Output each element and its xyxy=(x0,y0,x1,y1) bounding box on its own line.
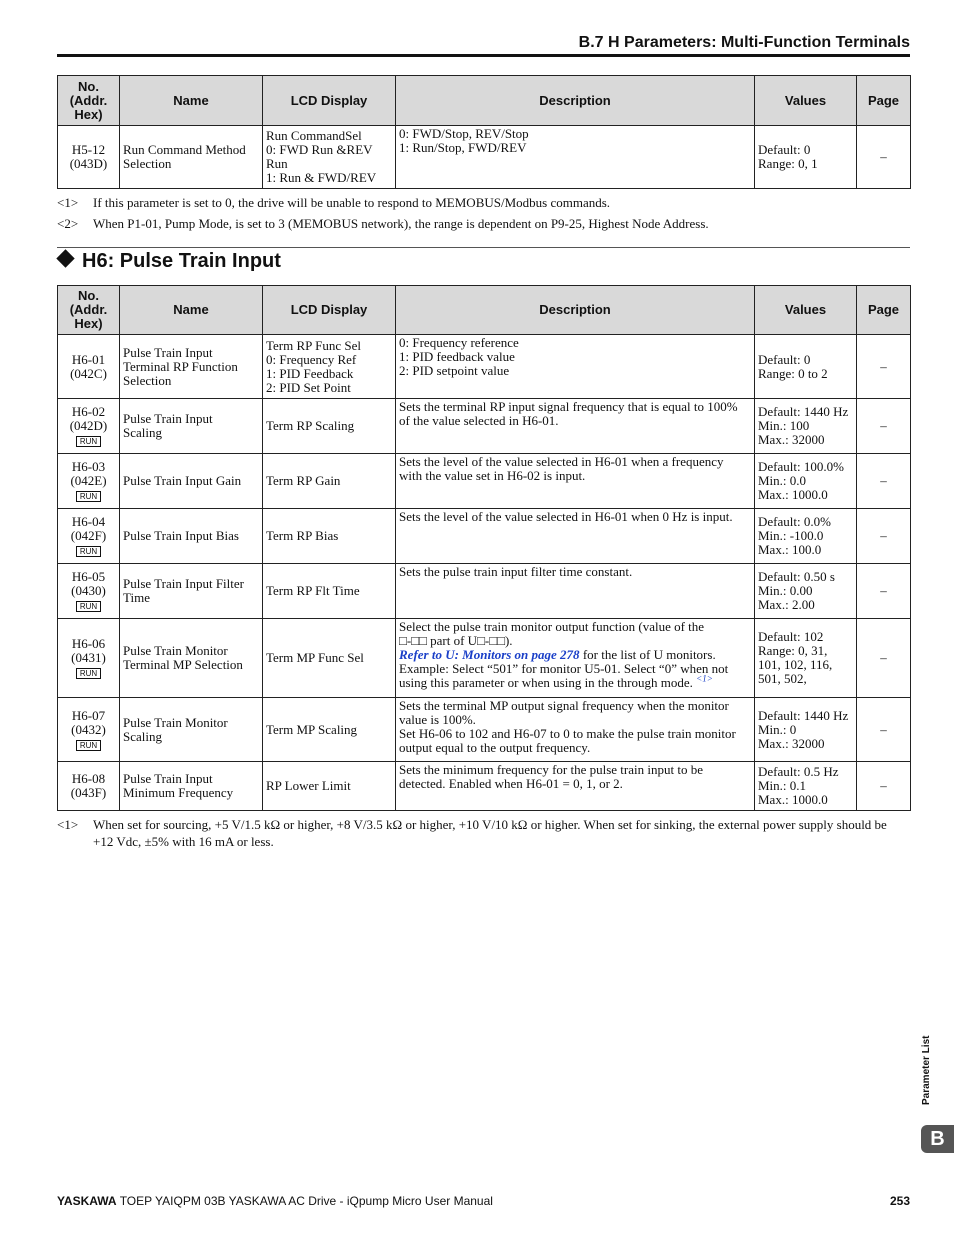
param-lcd: Term RP Gain xyxy=(263,454,396,509)
run-badge: RUN xyxy=(76,436,101,447)
column-header-no: No. (Addr. Hex) xyxy=(58,286,120,335)
param-number: H6-04 (042F) RUN xyxy=(58,509,120,564)
footnote: <1> When set for sourcing, +5 V/1.5 kΩ or higher, +8 V/3.5 kΩ or higher, +10 V/10 kΩ or higher. When set for sinking, the external power supply should be +12 Vdc, ±5% with 16 mA or less. xyxy=(57,817,887,849)
param-values: Default: 1440 Hz Min.: 0 Max.: 32000 xyxy=(755,698,857,762)
param-name: Pulse Train Monitor Scaling xyxy=(120,698,263,762)
run-badge: RUN xyxy=(76,668,101,679)
param-page: – xyxy=(857,454,911,509)
column-header-lcd: LCD Display xyxy=(263,76,396,126)
param-number: H6-02 (042D) RUN xyxy=(58,399,120,454)
param-lcd: Term MP Func Sel xyxy=(263,619,396,698)
param-page: – xyxy=(857,619,911,698)
param-lcd: Term RP Bias xyxy=(263,509,396,564)
appendix-tab[interactable]: B xyxy=(921,1125,954,1153)
table-row xyxy=(58,126,911,189)
h6-parameter-table xyxy=(57,285,911,811)
param-name: Pulse Train Input Bias xyxy=(120,509,263,564)
table-row xyxy=(58,509,911,564)
monitors-page-link[interactable]: Refer to U: Monitors on page 278 xyxy=(399,647,580,662)
footer-doc: TOEP YAIQPM 03B YASKAWA AC Drive - iQpump Micro User Manual xyxy=(116,1194,493,1208)
table-row xyxy=(58,454,911,509)
table-row xyxy=(58,619,911,698)
param-name: Run Command Method Selection xyxy=(120,126,263,189)
run-badge: RUN xyxy=(76,491,101,502)
param-number: H6-07 (0432) RUN xyxy=(58,698,120,762)
param-number: H5-12 (043D) xyxy=(58,126,120,189)
h5-parameter-table xyxy=(57,75,911,189)
param-values: Default: 0.5 Hz Min.: 0.1 Max.: 1000.0 xyxy=(755,762,857,811)
param-description: 0: FWD/Stop, REV/Stop 1: Run/Stop, FWD/REV xyxy=(396,126,755,189)
side-section-label: Parameter List xyxy=(921,1035,932,1105)
param-lcd: Term RP Scaling xyxy=(263,399,396,454)
footer-brand: YASKAWA xyxy=(57,1194,117,1208)
column-header-description: Description xyxy=(396,76,755,126)
param-description: Sets the terminal RP input signal frequency that is equal to 100% of the value selected in H6-01. xyxy=(396,399,755,454)
param-lcd: Term MP Scaling xyxy=(263,698,396,762)
param-page: – xyxy=(857,126,911,189)
table-row xyxy=(58,335,911,399)
section-title: H6: Pulse Train Input xyxy=(57,250,281,273)
param-values: Default: 1440 Hz Min.: 100 Max.: 32000 xyxy=(755,399,857,454)
param-description: 0: Frequency reference 1: PID feedback value 2: PID setpoint value xyxy=(396,335,755,399)
param-description: Sets the minimum frequency for the pulse train input to be detected. Enabled when H6-01 = 0, 1, or 2. xyxy=(396,762,755,811)
column-header-page: Page xyxy=(857,76,911,126)
param-page: – xyxy=(857,762,911,811)
param-lcd: Term RP Flt Time xyxy=(263,564,396,619)
page-number: 253 xyxy=(889,1194,910,1208)
column-header-name: Name xyxy=(120,286,263,335)
param-description: Sets the pulse train input filter time constant. xyxy=(396,564,755,619)
param-number: H6-06 (0431) RUN xyxy=(58,619,120,698)
param-name: Pulse Train Input Minimum Frequency xyxy=(120,762,263,811)
column-header-page: Page xyxy=(857,286,911,335)
param-values: Default: 0.50 s Min.: 0.00 Max.: 2.00 xyxy=(755,564,857,619)
param-number: H6-05 (0430) RUN xyxy=(58,564,120,619)
param-values: Default: 0 Range: 0 to 2 xyxy=(755,335,857,399)
table-row xyxy=(58,564,911,619)
param-page: – xyxy=(857,509,911,564)
column-header-values: Values xyxy=(755,286,857,335)
run-badge: RUN xyxy=(76,546,101,557)
table-row xyxy=(58,399,911,454)
diamond-bullet-icon xyxy=(56,249,74,267)
param-description: Sets the level of the value selected in H6-01 when 0 Hz is input. xyxy=(396,509,755,564)
page-footer xyxy=(57,1194,493,1208)
param-page: – xyxy=(857,698,911,762)
table-header-row xyxy=(58,286,911,335)
param-name: Pulse Train Input Filter Time xyxy=(120,564,263,619)
table-header-row xyxy=(58,76,911,126)
param-lcd: Term RP Func Sel 0: Frequency Ref 1: PID Feedback 2: PID Set Point xyxy=(263,335,396,399)
param-name: Pulse Train Monitor Terminal MP Selection xyxy=(120,619,263,698)
param-page: – xyxy=(857,399,911,454)
param-values: Default: 0.0% Min.: -100.0 Max.: 100.0 xyxy=(755,509,857,564)
column-header-lcd: LCD Display xyxy=(263,286,396,335)
column-header-no: No. (Addr. Hex) xyxy=(58,76,120,126)
param-number: H6-08 (043F) xyxy=(58,762,120,811)
param-values: Default: 102 Range: 0, 31, 101, 102, 116, 501, 502, xyxy=(755,619,857,698)
section-divider xyxy=(57,247,910,248)
run-badge: RUN xyxy=(76,601,101,612)
column-header-description: Description xyxy=(396,286,755,335)
param-lcd: Run CommandSel 0: FWD Run &REV Run 1: Run & FWD/REV xyxy=(263,126,396,189)
run-badge: RUN xyxy=(76,740,101,751)
param-name: Pulse Train Input Terminal RP Function Selection xyxy=(120,335,263,399)
page-header xyxy=(57,34,910,57)
table-row xyxy=(58,698,911,762)
param-page: – xyxy=(857,335,911,399)
param-name: Pulse Train Input Gain xyxy=(120,454,263,509)
param-page: – xyxy=(857,564,911,619)
footnote: <1> If this parameter is set to 0, the drive will be unable to respond to MEMOBUS/Modbus commands. xyxy=(57,195,611,210)
param-description: Sets the level of the value selected in H6-01 when a frequency with the value set in H6-02 is input. xyxy=(396,454,755,509)
footnote: <2> When P1-01, Pump Mode, is set to 3 (MEMOBUS network), the range is dependent on P9-25, Highest Node Address. xyxy=(57,216,709,231)
param-name: Pulse Train Input Scaling xyxy=(120,399,263,454)
param-number: H6-03 (042E) RUN xyxy=(58,454,120,509)
param-values: Default: 100.0% Min.: 0.0 Max.: 1000.0 xyxy=(755,454,857,509)
param-lcd: RP Lower Limit xyxy=(263,762,396,811)
table-row xyxy=(58,762,911,811)
header-title: B.7 H Parameters: Multi-Function Terminals xyxy=(578,34,910,51)
column-header-values: Values xyxy=(755,76,857,126)
param-description: Sets the terminal MP output signal frequency when the monitor value is 100%. Set H6-06 to 102 and H6-07 to 0 to make the pulse train monitor output equal to the output frequency. xyxy=(396,698,755,762)
param-values: Default: 0 Range: 0, 1 xyxy=(755,126,857,189)
param-description: Select the pulse train monitor output function (value of the □-□□ part of U□-□□). Refer to U: Monitors on page 278 for the list of U monitors. Example: Select “501” for monitor U5-01. Select “0” when not using this parameter or when using in the through mode. $^{<1>}$ xyxy=(396,619,755,698)
param-number: H6-01 (042C) xyxy=(58,335,120,399)
footnote-ref-link[interactable]: <1> xyxy=(696,673,713,684)
column-header-name: Name xyxy=(120,76,263,126)
